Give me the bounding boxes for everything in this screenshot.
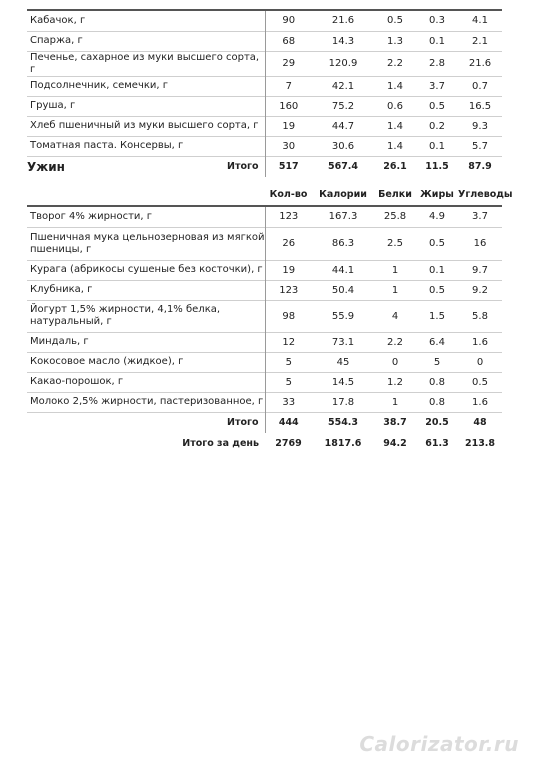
food-name: Клубника, г: [27, 280, 265, 300]
cell-carbs: 5.7: [458, 136, 502, 156]
total-row: [27, 412, 502, 433]
cell-carbs: 0.5: [458, 372, 502, 392]
cell-carbs: 9.7: [458, 260, 502, 280]
cell-carbs: 16: [458, 227, 502, 260]
cell-carbs: 1.6: [458, 332, 502, 352]
cell-carbs: 0.7: [458, 76, 502, 96]
food-name: Творог 4% жирности, г: [27, 206, 265, 227]
food-name: Пшеничная мука цельнозерновая из мягкой пшеницы, г: [27, 227, 265, 260]
cell-protein: 1.2: [374, 372, 416, 392]
cell-fat: 0.1: [416, 136, 458, 156]
total-carbs: 48: [458, 412, 502, 433]
cell-protein: 1: [374, 260, 416, 280]
food-name: Спаржа, г: [27, 31, 265, 51]
cell-fat: 0.1: [416, 31, 458, 51]
cell-fat: 0.2: [416, 116, 458, 136]
cell-qty: 123: [265, 206, 312, 227]
header-kcal: Калории: [312, 183, 374, 206]
cell-protein: 0: [374, 352, 416, 372]
food-name: Курага (абрикосы сушеные без косточки), г: [27, 260, 265, 280]
day-total-row: [27, 433, 502, 453]
cell-protein: 0.5: [374, 10, 416, 31]
cell-carbs: 4.1: [458, 10, 502, 31]
table-row: [27, 31, 502, 51]
cell-fat: 0.1: [416, 260, 458, 280]
cell-carbs: 1.6: [458, 392, 502, 412]
food-name: Груша, г: [27, 96, 265, 116]
table-row: [27, 372, 502, 392]
cell-kcal: 167.3: [312, 206, 374, 227]
cell-qty: 90: [265, 10, 312, 31]
cell-qty: 29: [265, 51, 312, 76]
cell-kcal: 75.2: [312, 96, 374, 116]
cell-fat: 2.8: [416, 51, 458, 76]
cell-fat: 0.8: [416, 372, 458, 392]
food-name: Миндаль, г: [27, 332, 265, 352]
cell-kcal: 17.8: [312, 392, 374, 412]
cell-kcal: 50.4: [312, 280, 374, 300]
total-qty: 2769: [275, 437, 302, 449]
watermark-logo: Calorizator.ru: [359, 732, 519, 756]
cell-kcal: 44.1: [312, 260, 374, 280]
total-carbs: 213.8: [464, 437, 496, 449]
total-protein: 26.1: [374, 156, 416, 177]
table-row: [27, 206, 502, 227]
cell-protein: 0.6: [374, 96, 416, 116]
cell-carbs: 9.2: [458, 280, 502, 300]
table-row: [27, 10, 502, 31]
cell-protein: 4: [374, 300, 416, 332]
table-row: [27, 227, 502, 260]
cell-qty: 30: [265, 136, 312, 156]
total-protein: 94.2: [383, 437, 407, 449]
cell-qty: 33: [265, 392, 312, 412]
cell-qty: 123: [265, 280, 312, 300]
cell-protein: 1: [374, 392, 416, 412]
table-row: [27, 96, 502, 116]
cell-qty: 5: [265, 352, 312, 372]
cell-qty: 68: [265, 31, 312, 51]
cell-qty: 26: [265, 227, 312, 260]
cell-qty: 19: [265, 260, 312, 280]
cell-fat: 0.5: [416, 227, 458, 260]
cell-carbs: 16.5: [458, 96, 502, 116]
total-kcal: 567.4: [312, 156, 374, 177]
cell-qty: 12: [265, 332, 312, 352]
cell-protein: 25.8: [374, 206, 416, 227]
cell-fat: 3.7: [416, 76, 458, 96]
cell-qty: 19: [265, 116, 312, 136]
cell-carbs: 21.6: [458, 51, 502, 76]
header-protein: Белки: [374, 183, 416, 206]
cell-qty: 7: [265, 76, 312, 96]
cell-fat: 0.3: [416, 10, 458, 31]
cell-protein: 1.4: [374, 76, 416, 96]
table-row: [27, 76, 502, 96]
cell-fat: 4.9: [416, 206, 458, 227]
dinner-header-row: [27, 183, 502, 206]
food-name: Кокосовое масло (жидкое), г: [27, 352, 265, 372]
food-name: Какао-порошок, г: [27, 372, 265, 392]
cell-carbs: 9.3: [458, 116, 502, 136]
cell-carbs: 2.1: [458, 31, 502, 51]
total-fat: 20.5: [416, 412, 458, 433]
cell-kcal: 44.7: [312, 116, 374, 136]
cell-kcal: 14.3: [312, 31, 374, 51]
cell-kcal: 120.9: [312, 51, 374, 76]
table-row: [27, 280, 502, 300]
cell-kcal: 21.6: [312, 10, 374, 31]
cell-fat: 1.5: [416, 300, 458, 332]
table-row: [27, 260, 502, 280]
food-name: Хлеб пшеничный из муки высшего сорта, г: [27, 116, 265, 136]
total-label: Итого: [27, 412, 265, 433]
header-name-blank: [27, 183, 265, 206]
total-fat: 11.5: [416, 156, 458, 177]
cell-protein: 2.5: [374, 227, 416, 260]
header-carbs: Углеводы: [458, 183, 502, 206]
cell-protein: 2.2: [374, 51, 416, 76]
table-row: [27, 352, 502, 372]
cell-kcal: 86.3: [312, 227, 374, 260]
header-fat: Жиры: [416, 183, 458, 206]
cell-kcal: 45: [312, 352, 374, 372]
cell-protein: 1.4: [374, 116, 416, 136]
dinner-table: [27, 183, 513, 453]
cell-protein: 1.3: [374, 31, 416, 51]
total-fat: 61.3: [425, 437, 449, 449]
cell-carbs: 3.7: [458, 206, 502, 227]
table-row: [27, 300, 502, 332]
total-row: [27, 156, 502, 177]
food-name: Йогурт 1,5% жирности, 4,1% белка, натуральный, г: [27, 300, 265, 332]
cell-kcal: 14.5: [312, 372, 374, 392]
cell-protein: 1.4: [374, 136, 416, 156]
lunch-table: [27, 9, 502, 177]
header-qty: Кол-во: [265, 183, 312, 206]
cell-fat: 0.5: [416, 96, 458, 116]
cell-fat: 6.4: [416, 332, 458, 352]
food-name: Кабачок, г: [27, 10, 265, 31]
food-name: Подсолнечник, семечки, г: [27, 76, 265, 96]
cell-kcal: 42.1: [312, 76, 374, 96]
table-row: [27, 332, 502, 352]
cell-kcal: 73.1: [312, 332, 374, 352]
cell-qty: 98: [265, 300, 312, 332]
total-label: Итого: [27, 156, 265, 177]
total-qty: 444: [265, 412, 312, 433]
total-label: Итого за день: [182, 437, 259, 449]
cell-carbs: 0: [458, 352, 502, 372]
table-row: [27, 136, 502, 156]
cell-kcal: 30.6: [312, 136, 374, 156]
food-name: Печенье, сахарное из муки высшего сорта, г: [27, 51, 265, 76]
cell-fat: 0.8: [416, 392, 458, 412]
dinner-section-title: Ужин: [27, 160, 65, 174]
total-qty: 517: [265, 156, 312, 177]
cell-protein: 2.2: [374, 332, 416, 352]
cell-fat: 0.5: [416, 280, 458, 300]
food-name: Молоко 2,5% жирности, пастеризованное, г: [27, 392, 265, 412]
table-row: [27, 116, 502, 136]
cell-carbs: 5.8: [458, 300, 502, 332]
table-row: [27, 392, 502, 412]
total-kcal: 554.3: [312, 412, 374, 433]
food-name: Томатная паста. Консервы, г: [27, 136, 265, 156]
table-row: [27, 51, 502, 76]
cell-kcal: 55.9: [312, 300, 374, 332]
total-carbs: 87.9: [458, 156, 502, 177]
cell-protein: 1: [374, 280, 416, 300]
total-protein: 38.7: [374, 412, 416, 433]
cell-fat: 5: [416, 352, 458, 372]
cell-qty: 160: [265, 96, 312, 116]
cell-qty: 5: [265, 372, 312, 392]
total-kcal: 1817.6: [324, 437, 362, 449]
